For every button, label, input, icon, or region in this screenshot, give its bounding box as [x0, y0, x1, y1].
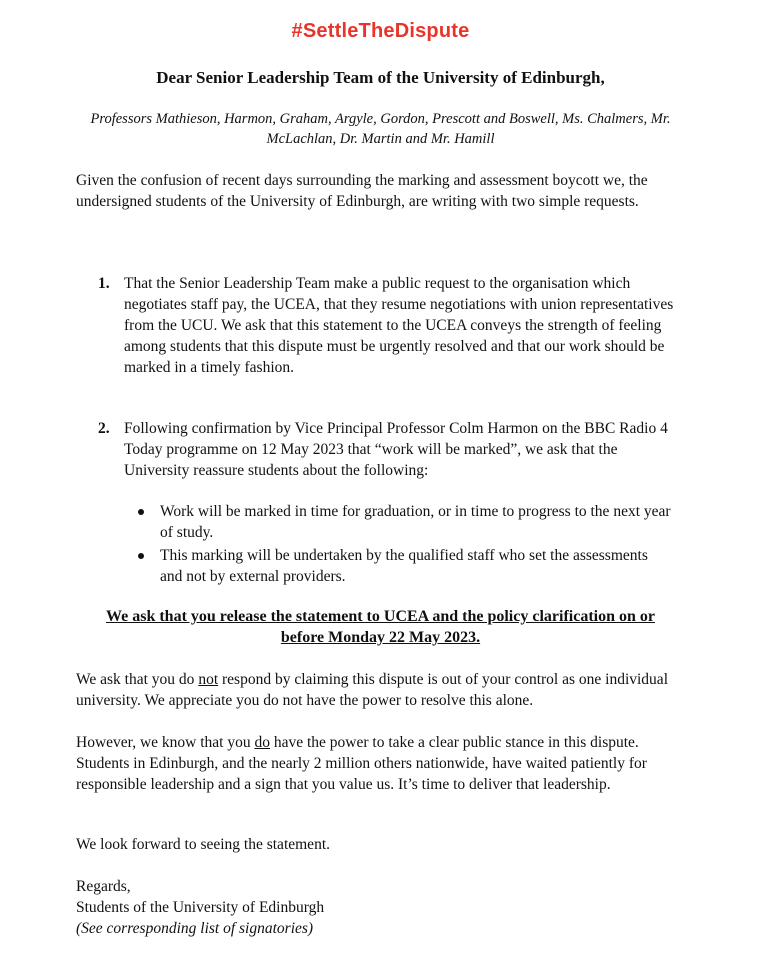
bullet-icon: [138, 509, 144, 515]
request-number: 1.: [98, 275, 110, 292]
power-text-before: However, we know that you: [76, 734, 255, 751]
bullet-icon: [138, 553, 144, 559]
list-item: [132, 545, 672, 587]
power-text-after: have the power to take a clear public stance in this dispute. Students in Edinburgh, and the nearly 2 million others nationwide, have waited patiently for responsible leadership and a sign that you value us. It’s time to deliver that leadership.: [76, 734, 647, 793]
regards-line: Regards,: [76, 878, 131, 895]
control-text-after: respond by claiming this dispute is out of your control as one individual university. We appreciate you do not have the power to resolve this alone.: [76, 671, 668, 709]
deadline-statement: We ask that you release the statement to UCEA and the policy clarification on or before Monday 22 May 2023.: [106, 608, 655, 646]
signatories-note: (See corresponding list of signatories): [76, 920, 314, 937]
signatory-line: Students of the University of Edinburgh: [76, 899, 325, 916]
control-paragraph: [76, 669, 686, 711]
salutation: Dear Senior Leadership Team of the University of Edinburgh,: [156, 68, 605, 87]
assurance-list: [132, 501, 672, 589]
control-text-before: We ask that you do: [76, 671, 199, 688]
power-emphasis: do: [254, 734, 270, 751]
look-forward-line: We look forward to seeing the statement.: [76, 836, 330, 853]
control-emphasis: not: [198, 671, 219, 688]
list-item-text: This marking will be undertaken by the qualified staff who set the assessments and not by external providers.: [160, 547, 648, 585]
power-paragraph: [76, 732, 686, 795]
request-text: That the Senior Leadership Team make a public request to the organisation which negotiates staff pay, the UCEA, that they resume negotiations with union representatives from the UCU. We ask that this statement to the UCEA conveys the strength of feeling among students that this dispute must be urgently resolved and that our work should be marked in a timely fashion.: [124, 275, 674, 376]
list-item-text: Work will be marked in time for graduation, or in time to progress to the next year of study.: [160, 503, 671, 541]
request-text: Following confirmation by Vice Principal Professor Colm Harmon on the BBC Radio 4 Today programme on 12 May 2023 that “work will be marked”, we ask that the University reassure students about the following:: [124, 420, 668, 479]
request-number: 2.: [98, 420, 110, 437]
list-item: [132, 501, 672, 543]
recipients-list: Professors Mathieson, Harmon, Graham, Argyle, Gordon, Prescott and Boswell, Ms. Chalmers, Mr. McLachlan, Dr. Martin and Mr. Hamill: [90, 111, 671, 147]
hashtag-title: #SettleTheDispute: [291, 20, 470, 42]
intro-paragraph: Given the confusion of recent days surrounding the marking and assessment boycott we, the undersigned students of the University of Edinburgh, are writing with two simple requests.: [76, 172, 648, 210]
